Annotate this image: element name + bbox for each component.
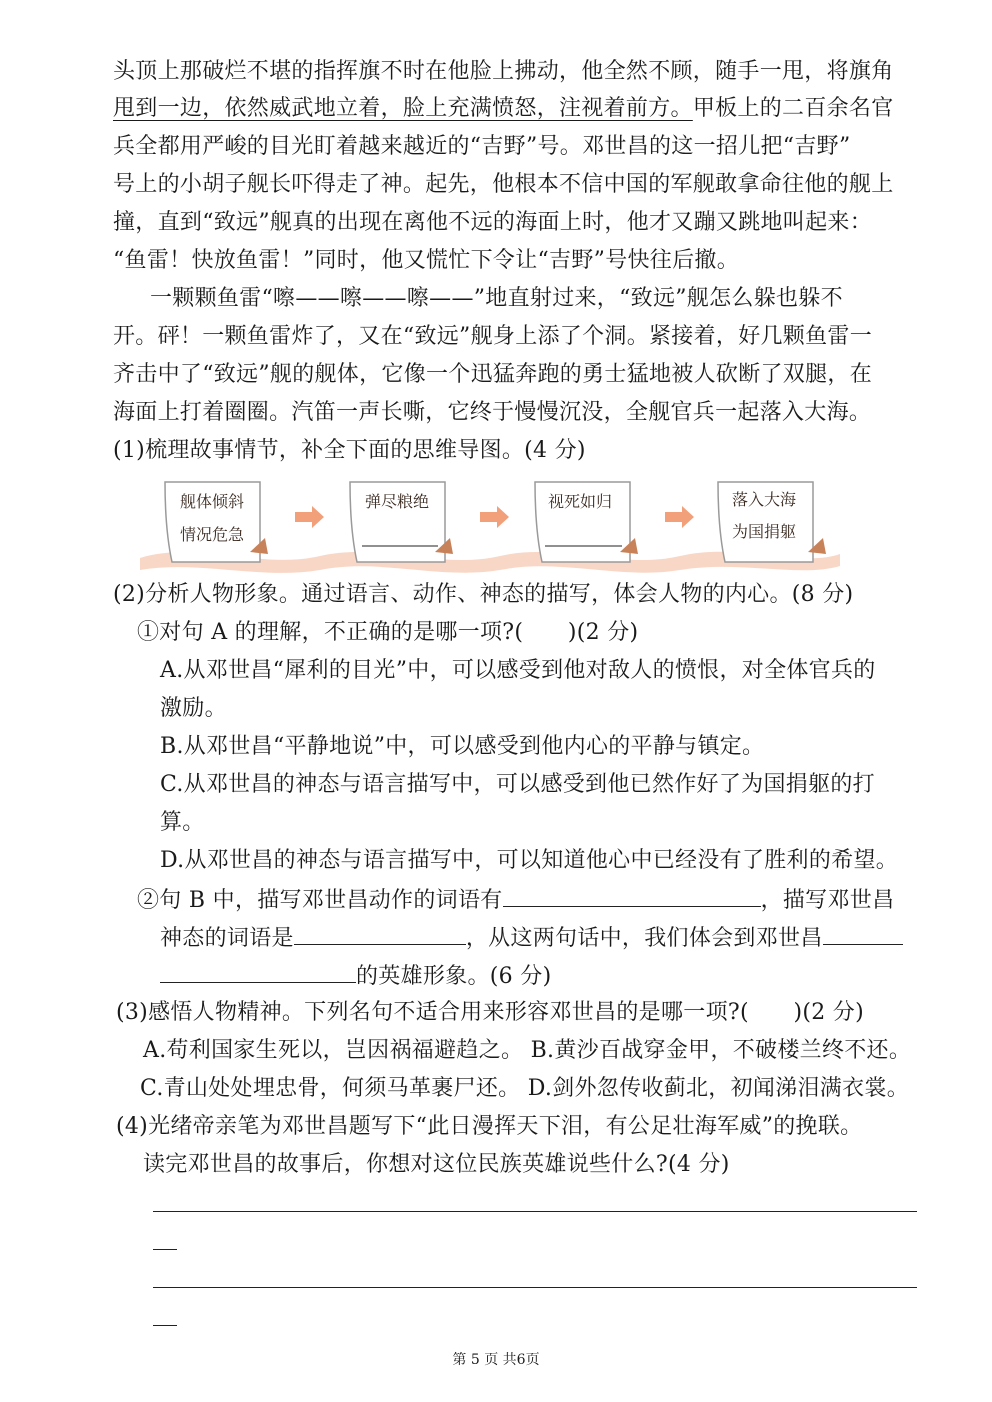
passage-line-5: 撞，直到“致远”舰真的出现在离他不远的海面上时，他才又蹦又跳地叫起来： xyxy=(113,210,872,235)
page-footer: 第 5 页 共6页 xyxy=(452,1352,540,1368)
passage-line-8: 开。砰！一颗鱼雷炸了，又在“致远”舰身上添了个洞。紧接着，好几颗鱼雷一 xyxy=(113,324,872,349)
q4-prompt-line1: (4)光绪帝亲笔为邓世昌题写下“此日漫挥天下泪，有公足壮海军威”的挽联。 xyxy=(116,1114,863,1139)
passage-line-7: 一颗颗鱼雷“嚓——嚓——嚓——”地直射过来，“致远”舰怎么躲也躲不 xyxy=(150,286,843,311)
mind-box-4-line1: 落入大海 xyxy=(732,490,797,509)
q2-sub2-line3 xyxy=(160,960,551,992)
passage-line-1: 头顶上那破烂不堪的指挥旗不时在他脸上拂动，他全然不顾，随手一甩，将旗角 xyxy=(113,59,894,84)
mind-box-2 xyxy=(350,482,453,562)
q2-option-c-line2: 算。 xyxy=(160,810,205,835)
q3-option-a: A.苟利国家生死以，岂因祸福避趋之。 xyxy=(143,1038,524,1063)
passage-line-4: 号上的小胡子舰长吓得走了神。起先，他根本不信中国的军舰敢拿命往他的舰上 xyxy=(113,172,894,197)
passage-line-2 xyxy=(113,94,894,124)
action-words-blank[interactable] xyxy=(503,884,761,907)
mind-box-4 xyxy=(718,482,826,562)
mind-box-4-line2: 为国捐躯 xyxy=(732,522,797,541)
q2-option-a-line1: A.从邓世昌“犀利的目光”中，可以感受到他对敌人的愤恨，对全体官兵的 xyxy=(160,658,876,683)
arrow-right-icon xyxy=(480,506,509,528)
hero-image-blank-part1[interactable] xyxy=(823,922,903,945)
mind-box-1-line1: 舰体倾斜 xyxy=(180,492,245,511)
q3-option-d: D.剑外忽传收蓟北，初闻涕泪满衣裳。 xyxy=(527,1076,909,1101)
q2-sub1: ①对句 A 的理解，不正确的是哪一项?( )(2 分) xyxy=(137,620,639,645)
q2-sub2-text-e: 的英雄形象。(6 分) xyxy=(356,964,552,989)
q2-option-a-line2: 激励。 xyxy=(160,696,227,721)
answer-line-2-tail[interactable] xyxy=(153,1325,177,1326)
q2-sub2-line2 xyxy=(160,922,903,954)
mind-box-3 xyxy=(535,482,638,562)
arrow-right-icon xyxy=(665,506,694,528)
answer-line-2[interactable] xyxy=(153,1287,917,1288)
q2-sub2-text-d: ，从这两句话中，我们体会到邓世昌 xyxy=(465,926,823,951)
q2-sub2-text-c: 神态的词语是 xyxy=(160,926,294,951)
passage-line-2-rest: 甲板上的二百余名官 xyxy=(692,96,894,121)
q1-prompt: (1)梳理故事情节，补全下面的思维导图。(4 分) xyxy=(113,438,586,463)
mind-box-3-line1: 视死如归 xyxy=(548,492,613,511)
passage-line-9: 齐击中了“致远”舰的舰体，它像一个迅猛奔跑的勇士猛地被人砍断了双腿，在 xyxy=(113,362,872,387)
passage-line-10: 海面上打着圈圈。汽笛一声长嘶，它终于慢慢沉没，全舰官兵一起落入大海。 xyxy=(113,400,872,425)
q2-option-c-line1: C.从邓世昌的神态与语言描写中，可以感受到他已然作好了为国捐躯的打 xyxy=(160,772,875,797)
q3-prompt: (3)感悟人物精神。下列名句不适合用来形容邓世昌的是哪一项?( )(2 分) xyxy=(116,1000,864,1025)
passage-line-6: “鱼雷！快放鱼雷！”同时，他又慌忙下令让“吉野”号快往后撤。 xyxy=(113,248,739,273)
q2-sub2-text-a: ②句 B 中，描写邓世昌动作的词语有 xyxy=(137,888,503,913)
q2-sub2-text-b: ，描写邓世昌 xyxy=(760,888,895,913)
q2-option-b: B.从邓世昌“平静地说”中，可以感受到他内心的平静与镇定。 xyxy=(160,734,765,759)
mind-box-1 xyxy=(165,482,268,562)
answer-line-1-tail[interactable] xyxy=(153,1249,177,1250)
q3-options-row2 xyxy=(140,1074,909,1104)
q3-options-row1 xyxy=(143,1036,911,1066)
arrow-right-icon xyxy=(295,506,324,528)
sentence-b-underlined: 甩到一边，依然威武地立着，脸上充满愤怒，注视着前方。 xyxy=(113,96,693,121)
hero-image-blank-part2[interactable] xyxy=(160,960,356,983)
passage-line-3: 兵全都用严峻的目光盯着越来越近的“吉野”号。邓世昌的这一招儿把“吉野” xyxy=(113,134,851,159)
mind-box-1-line2: 情况危急 xyxy=(180,525,245,544)
q2-prompt: (2)分析人物形象。通过语言、动作、神态的描写，体会人物的内心。(8 分) xyxy=(113,582,854,607)
q2-option-d: D.从邓世昌的神态与语言描写中，可以知道他心中已经没有了胜利的希望。 xyxy=(160,848,899,873)
mind-box-2-line1: 弹尽粮绝 xyxy=(365,492,430,511)
answer-line-1[interactable] xyxy=(153,1211,917,1212)
q3-option-c: C.青山处处埋忠骨，何须马革裹尸还。 xyxy=(140,1076,521,1101)
q2-sub2-line1 xyxy=(137,884,894,916)
q4-prompt-line2: 读完邓世昌的故事后，你想对这位民族英雄说些什么?(4 分) xyxy=(143,1152,730,1177)
mind-map xyxy=(140,470,840,580)
q3-option-b: B.黄沙百战穿金甲，不破楼兰终不还。 xyxy=(530,1038,912,1063)
expression-words-blank[interactable] xyxy=(294,922,466,945)
